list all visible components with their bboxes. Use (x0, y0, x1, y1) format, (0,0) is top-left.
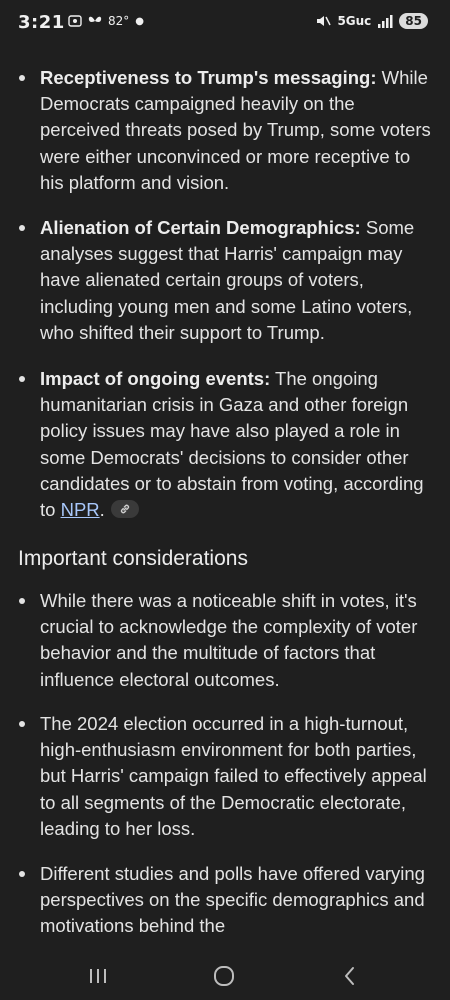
bullet-heading: Receptiveness to Trump's messaging: (40, 67, 377, 88)
battery-badge: 85 (399, 13, 428, 29)
bullet-text: While Democrats campaigned heavily on the perceived threats posed by Trump, some voters were either unconvinced or more receptive to his platform and vision. (40, 67, 431, 193)
list-item (40, 861, 438, 940)
source-link-chip[interactable] (111, 500, 139, 518)
temperature: 82° (108, 14, 130, 28)
bullet-dot (19, 75, 25, 81)
bullet-dot (19, 376, 25, 382)
home-icon (212, 964, 236, 988)
bullet-heading: Impact of ongoing events: (40, 368, 271, 389)
bullet-dot (19, 721, 25, 727)
network-type: 5Guc (337, 14, 372, 28)
bullet-text: While there was a noticeable shift in votes, it's crucial to acknowledge the complexity of voter behavior and the multitude of factors that influence electoral outcomes. (40, 590, 418, 690)
screen-record-icon (68, 15, 82, 27)
navigation-bar (0, 950, 450, 1000)
bullet-text: Some analyses suggest that Harris' campaign may have alienated certain groups of voters, including young men and some Latino voters, who shifted their support to Trump. (40, 217, 415, 343)
bullet-text: The ongoing humanitarian crisis in Gaza and other foreign policy issues may have also played a role in some Democrats' decisions to consider other candidates or to abstain from voting, according to (40, 368, 424, 521)
home-button[interactable] (212, 964, 236, 988)
bullet-text-end: . (99, 499, 105, 521)
bullet-dot (19, 225, 25, 231)
bullet-text: The 2024 election occurred in a high-turnout, high-enthusiasm environment for both parties, but Harris' campaign failed to effectively appeal to all segments of the Democratic electorate, leading to her loss. (40, 713, 427, 839)
clock: 3:21 (18, 12, 65, 33)
bullet-text: Different studies and polls have offered varying perspectives on the specific demographics and motivations behind the (40, 863, 425, 937)
list-item (40, 366, 438, 523)
butterfly-icon (88, 15, 102, 27)
back-icon (338, 964, 362, 988)
link-icon (119, 503, 131, 515)
list-item (40, 65, 438, 196)
list-item (40, 711, 438, 842)
list-item (40, 215, 438, 346)
status-left-icons (68, 14, 144, 28)
bullet-heading: Alienation of Certain Demographics: (40, 217, 361, 238)
bullet-dot (19, 871, 25, 877)
status-right-icons (315, 13, 428, 29)
npr-link[interactable]: NPR (60, 499, 100, 521)
back-button[interactable] (338, 964, 362, 988)
notification-dot-icon: ● (135, 15, 145, 27)
bullet-dot (19, 598, 25, 604)
signal-icon (377, 15, 393, 28)
section-heading: Important considerations (18, 547, 248, 570)
status-bar (0, 0, 450, 44)
recents-button[interactable] (86, 964, 110, 988)
list-item (40, 588, 438, 693)
mute-icon (315, 14, 331, 28)
recents-icon (86, 964, 110, 988)
